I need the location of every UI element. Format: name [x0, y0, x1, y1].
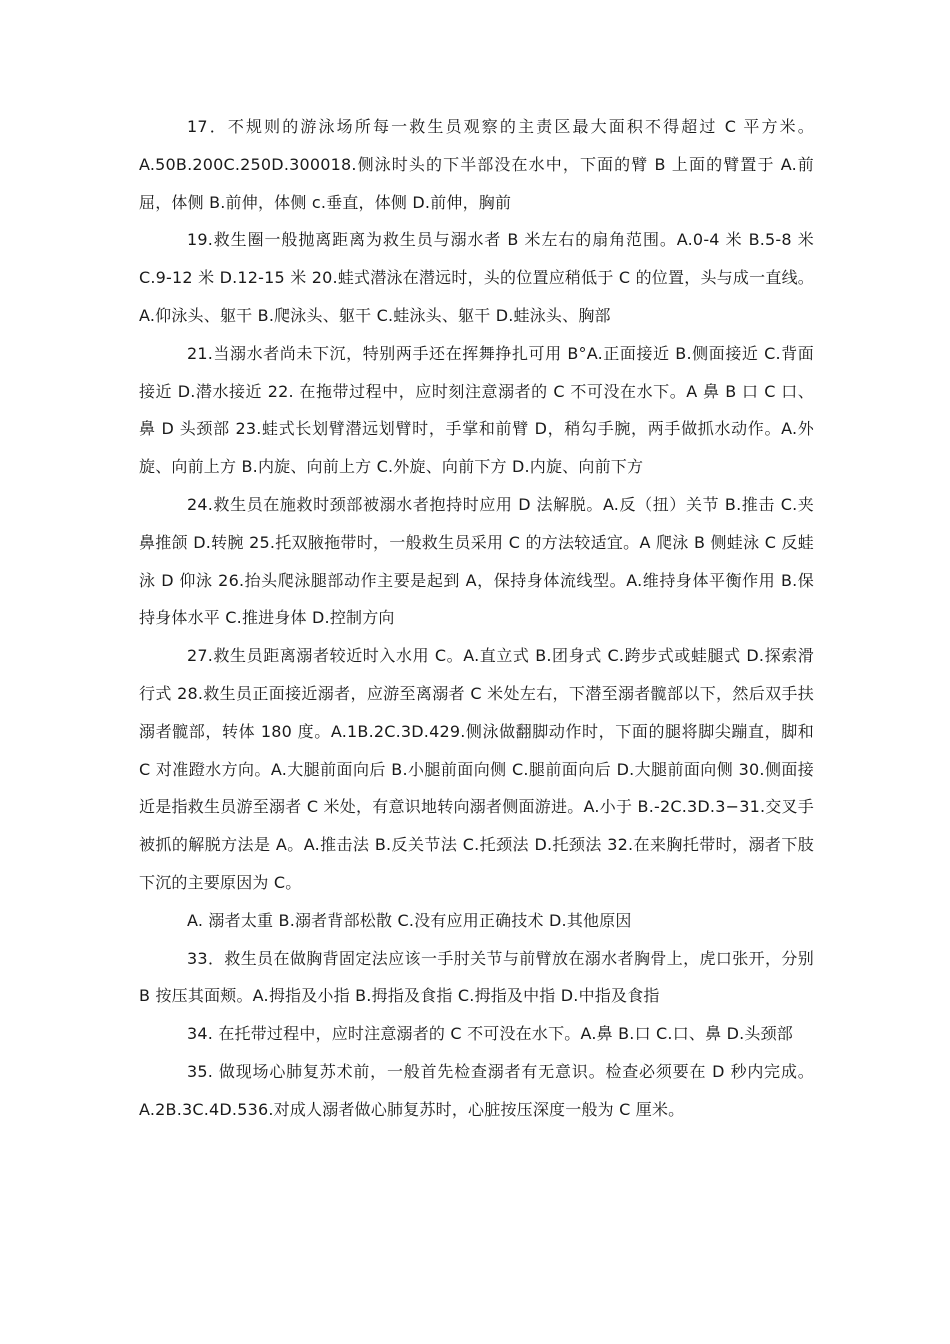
paragraph-q32-options: A. 溺者太重 B.溺者背部松散 C.没有应用正确技术 D.其他原因	[187, 910, 632, 930]
paragraph-q17-18: 17．不规则的游泳场所每一救生员观察的主责区最大面积不得超过 C 平方米。A.50B.200C.250D.300018.侧泳时头的下半部没在水中，下面的臂 B 上面的臂置于 A.前屈，体侧 B.前伸，体侧 c.垂直，体侧 D.前伸，胸前	[139, 117, 814, 212]
paragraph-q35-36: 35. 做现场心肺复苏术前，一般首先检查溺者有无意识。检查必须要在 D 秒内完成。A.2B.3C.4D.536.对成人溺者做心肺复苏时，心脏按压深度一般为 C 厘米。	[139, 1061, 814, 1119]
paragraph-q21-23: 21.当溺水者尚未下沉，特别两手还在挥舞挣扎可用 B°A.正面接近 B.侧面接近 C.背面接近 D.潜水接近 22. 在拖带过程中，应时刻注意溺者的 C 不可没在水下。A 鼻 B 口 C 口、鼻 D 头颈部 23.蛙式长划臂潜远划臂时，手掌和前臂 D，稍勾手腕，两手做抓水动作。A.外旋、向前上方 B.内旋、向前上方 C.外旋、向前下方 D.内旋、向前下方	[139, 343, 814, 477]
paragraph-q24-26: 24.救生员在施救时颈部被溺水者抱持时应用 D 法解脱。A.反（扭）关节 B.推击 C.夹鼻推颌 D.转腕 25.托双腋拖带时，一般救生员采用 C 的方法较适宜。A 爬泳 B 侧蛙泳 C 反蛙泳 D 仰泳 26.抬头爬泳腿部动作主要是起到 A，保持身体流线型。A.维持身体平衡作用 B.保持身体水平 C.推进身体 D.控制方向	[139, 494, 814, 628]
paragraph-q34: 34. 在托带过程中，应时注意溺者的 C 不可没在水下。A.鼻 B.口 C.口、鼻 D.头颈部	[187, 1024, 794, 1044]
paragraph-q19-20: 19.救生圈一般抛离距离为救生员与溺水者 B 米左右的扇角范围。A.0-4 米 B.5-8 米 C.9-12 米 D.12-15 米 20.蛙式潜泳在潜远时，头的位置应稍低于 C 的位置，头与成一直线。A.仰泳头、躯干 B.爬泳头、躯干 C.蛙泳头、躯干 D.蛙泳头、胸部	[139, 230, 814, 325]
paragraph-q33: 33．救生员在做胸背固定法应该一手肘关节与前臂放在溺水者胸骨上，虎口张开，分别 B 按压其面颊。A.拇指及小指 B.拇指及食指 C.拇指及中指 D.中指及食指	[139, 948, 814, 1006]
document-page	[139, 108, 814, 1129]
paragraph-q27-32: 27.救生员距离溺者较近时入水用 C。A.直立式 B.团身式 C.跨步式或蛙腿式 D.探索滑行式 28.救生员正面接近溺者，应游至离溺者 C 米处左右，下潜至溺者髋部以下，然后双手扶溺者髋部，转体 180 度。A.1B.2C.3D.429.侧泳做翻脚动作时，下面的腿将脚尖蹦直，脚和 C 对准蹬水方向。A.大腿前面向后 B.小腿前面向侧 C.腿前面向后 D.大腿前面向侧 30.侧面接近是指救生员游至溺者 C 米处，有意识地转向溺者侧面游进。A.小于 B.-2C.3D.3−31.交叉手被抓的解脱方法是 A。A.推击法 B.反关节法 C.托颈法 D.托颈法 32.在来胸托带时，溺者下肢下沉的主要原因为 C。	[139, 646, 814, 892]
